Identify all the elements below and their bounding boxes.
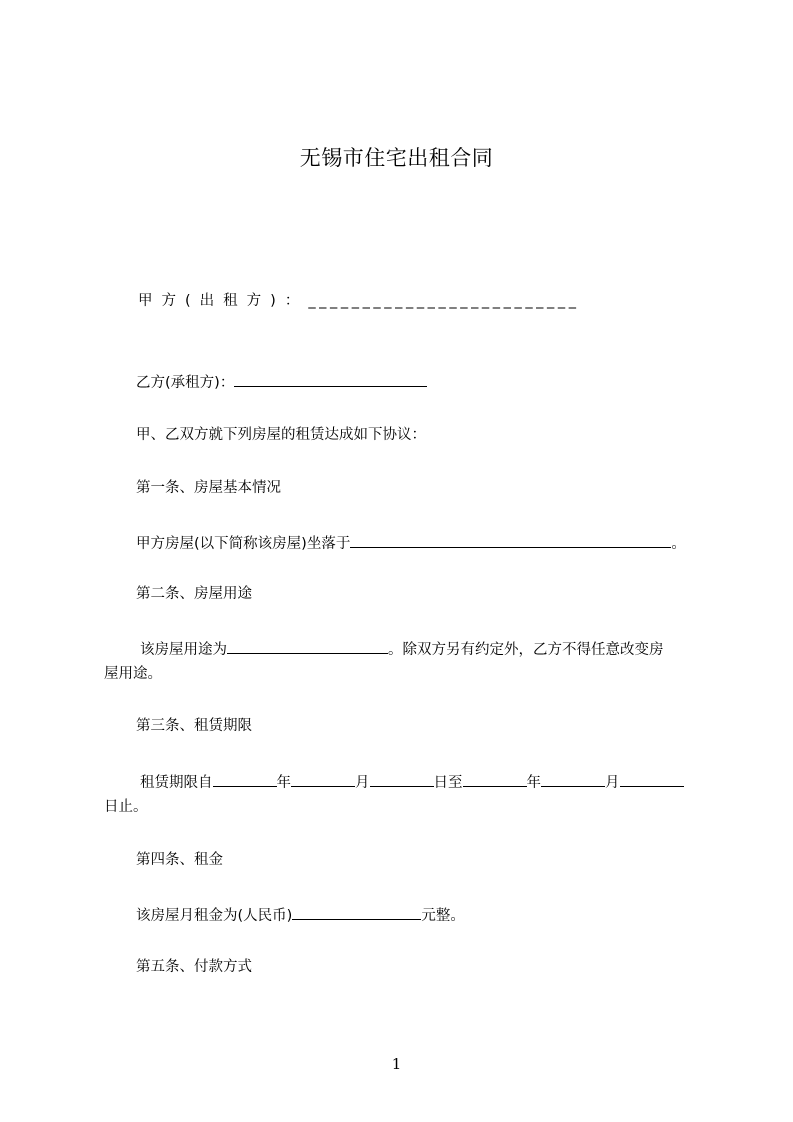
article1-text-after: 。 <box>671 536 686 552</box>
article1-text <box>136 532 686 554</box>
document-title: 无锡市住宅出租合同 <box>299 146 494 170</box>
end-year-blank <box>463 771 527 787</box>
article2-text <box>140 638 664 660</box>
start-day-blank <box>370 771 434 787</box>
article2-heading: 第二条、房屋用途 <box>136 586 252 602</box>
article3-text <box>140 771 684 793</box>
article2-text-after: 。除双方另有约定外，乙方不得任意改变房 <box>388 642 664 658</box>
party-b-blank <box>234 371 427 387</box>
article3-year: 年 <box>276 775 291 791</box>
party-b-line <box>136 371 427 393</box>
article4-text-after: 元整。 <box>421 908 465 924</box>
party-a-label: 甲方(出租方)： <box>138 293 309 309</box>
article4-text-before: 该房屋月租金为(人民币) <box>136 908 293 924</box>
article3-day-to: 日至 <box>433 775 463 791</box>
party-a-line <box>138 291 580 311</box>
article4-text <box>136 904 465 926</box>
article5-heading: 第五条、付款方式 <box>136 959 252 975</box>
article3-month: 月 <box>355 775 370 791</box>
article3-year2: 年 <box>526 775 541 791</box>
end-day-blank <box>620 771 684 787</box>
start-month-blank <box>291 771 355 787</box>
intro-text: 甲、乙双方就下列房屋的租赁达成如下协议： <box>136 427 426 443</box>
article4-heading: 第四条、租金 <box>136 852 223 868</box>
rent-amount-blank <box>292 904 421 920</box>
party-a-blank: _________________________ <box>308 293 580 309</box>
article3-heading: 第三条、租赁期限 <box>136 718 252 734</box>
purpose-blank <box>227 638 388 654</box>
article3-prefix: 租赁期限自 <box>140 775 213 791</box>
article2-text-before: 该房屋用途为 <box>140 642 227 658</box>
article3-month2: 月 <box>605 775 620 791</box>
article2-text-wrap: 屋用途。 <box>104 666 162 682</box>
start-year-blank <box>213 771 277 787</box>
location-blank <box>350 532 671 548</box>
article3-text-wrap: 日止。 <box>104 799 148 815</box>
article1-text-before: 甲方房屋(以下简称该房屋)坐落于 <box>136 536 351 552</box>
party-b-label: 乙方(承租方)： <box>136 375 235 391</box>
end-month-blank <box>541 771 605 787</box>
article1-heading: 第一条、房屋基本情况 <box>136 480 281 496</box>
page-number: 1 <box>391 1055 402 1073</box>
